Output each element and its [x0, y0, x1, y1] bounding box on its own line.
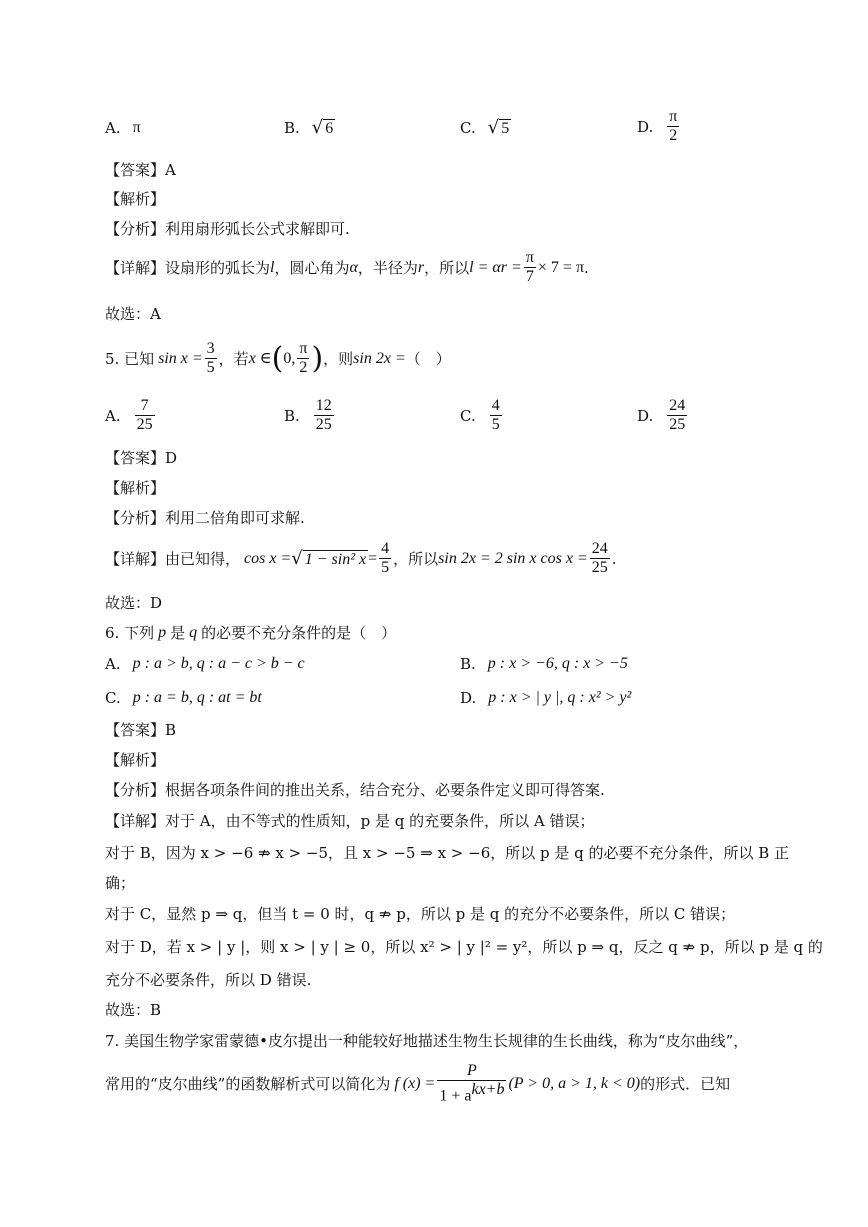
stem-text: 的形式．已知	[640, 1074, 731, 1093]
option-value: p : a > b, q : a − c > b − c	[132, 655, 305, 672]
q4-answer: 【答案】A	[105, 161, 176, 179]
q5-option-c	[460, 397, 504, 434]
option-value: p : x > −6, q : x > −5	[487, 655, 628, 672]
detail-text: .	[611, 549, 617, 568]
q6-stem	[105, 622, 396, 644]
option-label: B.	[284, 406, 300, 425]
math-eq: =	[368, 549, 378, 567]
detail-text: 【详解】由已知得，	[105, 549, 241, 568]
q4-fenxi: 【分析】利用扇形弧长公式求解即可.	[105, 220, 350, 238]
fraction: $\frac{P}{1 + a^{kx+b}}$	[439, 1062, 505, 1105]
option-label: D.	[460, 689, 477, 707]
q4-option-d	[637, 108, 681, 145]
q4-choice: 故选：A	[105, 305, 161, 323]
math-sinx: sin x =	[158, 349, 203, 367]
q6-analysis-heading: 【解析】	[105, 751, 166, 769]
q6-detail-line: 【详解】对于 A，由不等式的性质知，p 是 q 的充要条件，所以 A 错误；	[105, 812, 595, 830]
q6-detail-line: 充分不必要条件，所以 D 错误.	[105, 971, 312, 989]
q5-analysis-heading: 【解析】	[105, 479, 166, 497]
math-interval: 0,	[283, 349, 296, 367]
math-r: r	[417, 258, 425, 276]
math-condition: (P > 0, a > 1, k < 0)	[508, 1074, 641, 1092]
option-label: C.	[105, 689, 121, 707]
math-xin: x ∈	[248, 349, 272, 367]
fraction: $\frac{4}{5}$	[381, 540, 390, 576]
q6-detail-line: 对于 C，显然 p ⇒ q，但当 t = 0 时，q ⇏ p，所以 p 是 q 的充分不必要条件，所以 C 错误；	[105, 905, 736, 923]
stem-text: 常用的“皮尔曲线”的函数解析式可以简化为	[105, 1074, 391, 1093]
q4-option-b	[284, 117, 335, 139]
q5-choice: 故选：D	[105, 594, 163, 612]
detail-text: ，圆心角为	[274, 258, 350, 277]
fraction: $\frac{\pi}{2}$	[669, 108, 678, 144]
sqrt-expression: √ 5	[487, 117, 510, 138]
fraction: $\frac{7}{25}$	[136, 397, 153, 433]
q6-answer: 【答案】B	[105, 721, 177, 739]
detail-text: ，半径为	[357, 258, 418, 277]
q6-fenxi: 【分析】根据各项条件间的推出关系，结合充分、必要条件定义即可得答案.	[105, 781, 605, 799]
fraction: $\frac{\pi}{2}$	[299, 340, 308, 376]
option-label: A.	[105, 119, 121, 137]
fraction: $\frac{3}{5}$	[206, 340, 215, 376]
q6-detail-line: 对于 B，因为 x > −6 ⇏ x > −5，且 x > −5 ⇒ x > −6，所以 p 是 q 的必要不充分条件，所以 B 正	[105, 844, 790, 862]
q4-option-a	[105, 117, 141, 139]
option-label: D.	[637, 117, 654, 136]
q5-option-d	[637, 397, 689, 434]
stem-text: ，则	[323, 349, 354, 368]
sqrt-expression: √ 1 − sin² x	[291, 547, 367, 569]
detail-text: ，所以	[424, 258, 470, 277]
fraction: $\frac{4}{5}$	[491, 397, 500, 433]
option-label: C.	[460, 119, 476, 137]
option-value: p : x > | y |, q : x² > y²	[488, 689, 632, 706]
q4-detail	[105, 249, 589, 286]
option-label: A.	[105, 655, 121, 673]
q5-answer: 【答案】D	[105, 449, 178, 467]
stem-text: 5. 已知	[105, 349, 155, 368]
option-label: B.	[460, 655, 476, 673]
stem-text: 是	[170, 624, 186, 642]
sqrt-expression: √ 6	[311, 117, 334, 138]
q4-option-c	[460, 117, 511, 139]
q4-analysis-heading: 【解析】	[105, 190, 166, 208]
option-label: D.	[637, 406, 654, 425]
option-label: A.	[105, 406, 121, 425]
q6-option-a	[105, 653, 305, 675]
q5-stem: 5. 已知 sin x = $\frac{3}{5}$ ，若 x ∈ ( 0, $\frac{\pi}{2}$ ) ，则 sin 2x = （ ）	[105, 340, 451, 376]
q6-option-c	[105, 687, 262, 709]
math-sin2x: sin 2x =	[353, 349, 406, 367]
fraction: $\frac{24}{25}$	[669, 397, 686, 433]
option-value: p : a = b, q : at = bt	[132, 689, 262, 706]
q5-detail	[105, 540, 617, 577]
stem-text: ，若	[218, 349, 249, 368]
q6-option-d	[460, 687, 631, 709]
stem-text: 6. 下列	[105, 624, 155, 642]
q5-fenxi: 【分析】利用二倍角即可求解.	[105, 509, 305, 527]
stem-text: （ ）	[405, 349, 451, 368]
option-label: C.	[460, 406, 476, 425]
detail-text: 【详解】设扇形的弧长为	[105, 258, 271, 277]
fraction: $\frac{24}{25}$	[591, 540, 608, 576]
detail-text: ，所以	[393, 549, 439, 568]
fraction: $\frac{12}{25}$	[315, 397, 332, 433]
option-label: B.	[284, 119, 300, 137]
math-q: q	[189, 624, 198, 641]
math-l: l	[270, 258, 275, 276]
q5-option-a	[105, 397, 157, 434]
math-cos: cos x =	[244, 549, 292, 567]
q6-detail-line: 对于 D，若 x > | y |，则 x > | y | ≥ 0，所以 x² > | y |² = y²，所以 p ⇒ q，反之 q ⇏ p，所以 p 是 q 的	[105, 938, 823, 956]
detail-text: .	[584, 258, 589, 277]
fraction: $\frac{\pi}{7}$	[525, 249, 534, 285]
q7-line-2	[105, 1062, 730, 1105]
q6-detail-line: 确；	[105, 874, 136, 892]
math-expr: sin 2x = 2 sin x cos x =	[438, 549, 588, 567]
q6-choice: 故选：B	[105, 1001, 162, 1019]
q5-option-b	[284, 397, 336, 434]
q7-line: 7. 美国生物学家雷蒙德•皮尔提出一种能较好地描述生物生长规律的生长曲线，称为“皮尔曲线”，	[105, 1032, 749, 1050]
math-eq: l = αr =	[469, 258, 522, 276]
math-p: p	[158, 624, 167, 641]
option-value: π	[132, 119, 141, 136]
q6-option-b	[460, 653, 628, 675]
math-alpha: α	[349, 258, 358, 276]
stem-text: 的必要不充分条件的是（ ）	[201, 624, 397, 642]
math-eq: × 7 = π	[537, 258, 585, 276]
math-fx: f (x) =	[394, 1074, 436, 1092]
